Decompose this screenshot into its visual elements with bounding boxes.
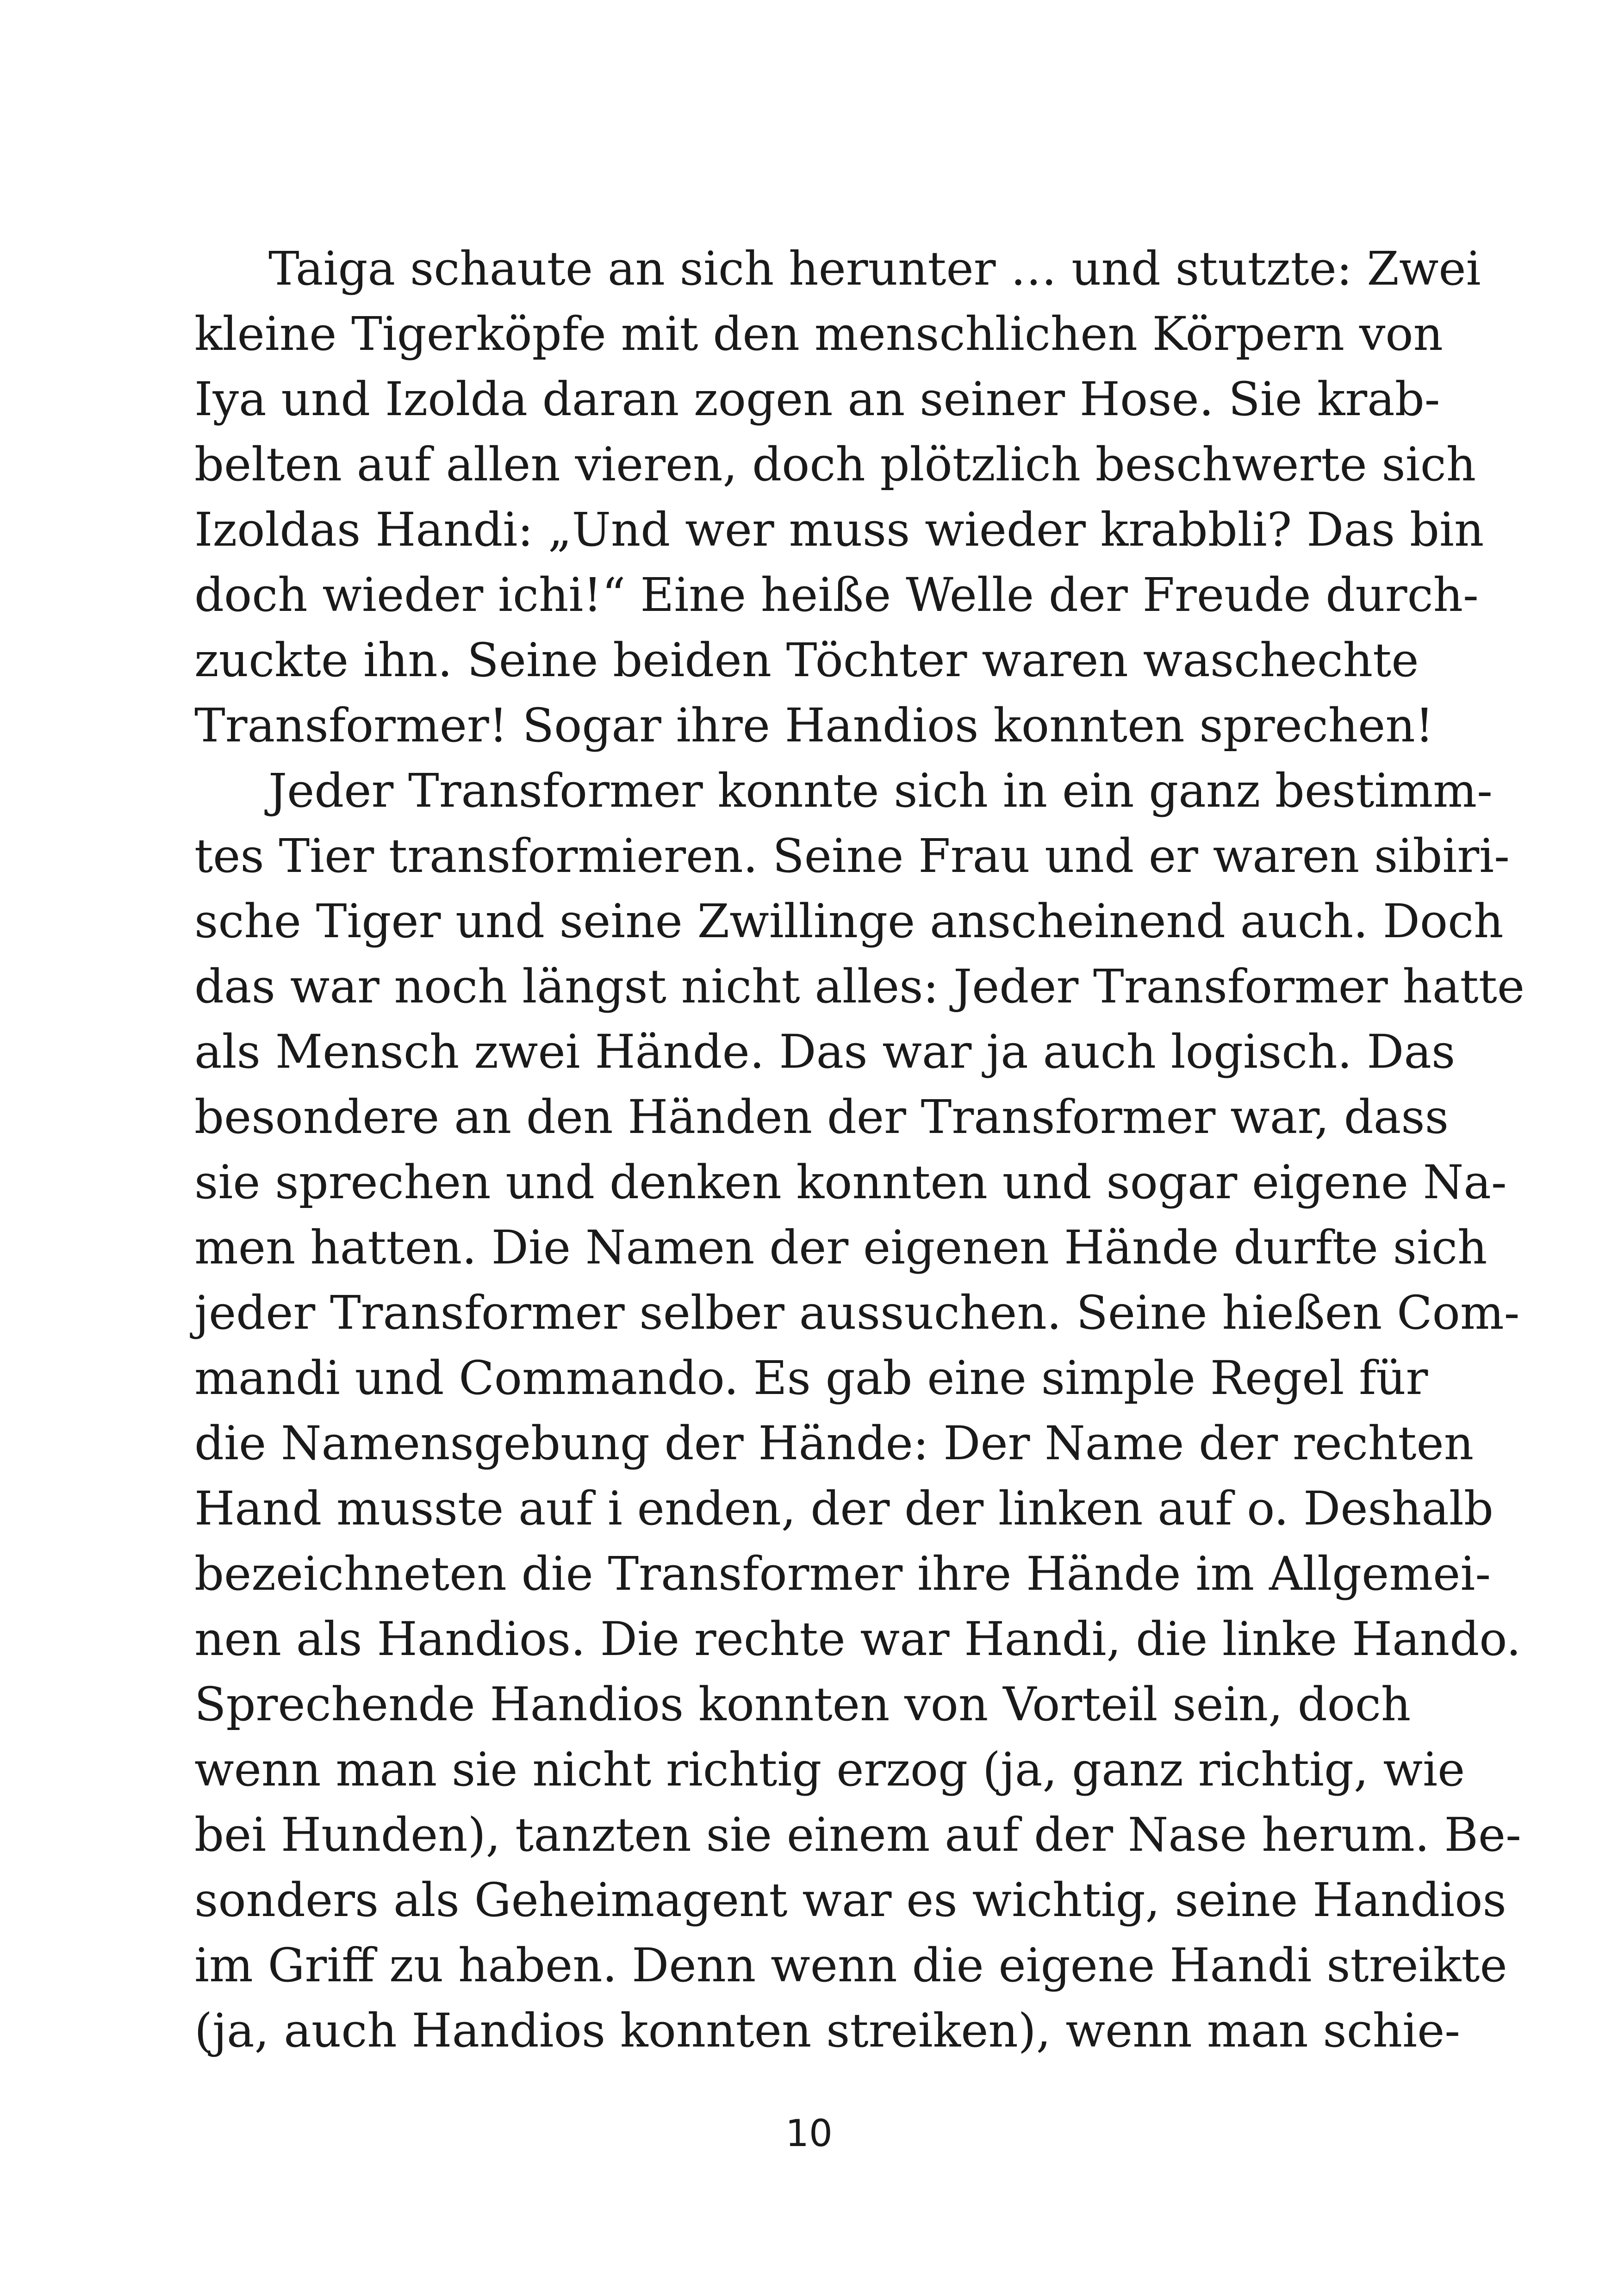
text-line: doch wieder ichi!“ Eine heiße Welle der Freude durch- [194, 568, 1479, 622]
text-line: die Namensgebung der Hände: Der Name der rechten [194, 1416, 1474, 1470]
page-number: 10 [785, 2112, 833, 2155]
body-text [194, 236, 1525, 2063]
text-line: Taiga schaute an sich herunter … und stutzte: Zwei [268, 242, 1481, 296]
text-line: im Griff zu haben. Denn wenn die eigene Handi streikte [194, 1938, 1507, 1992]
text-line: sie sprechen und denken konnten und sogar eigene Na- [194, 1155, 1507, 1209]
text-line: mandi und Commando. Es gab eine simple Regel für [194, 1351, 1428, 1405]
text-line: nen als Handios. Die rechte war Handi, die linke Hando. [194, 1612, 1521, 1666]
text-line: Transformer! Sogar ihre Handios konnten sprechen! [194, 698, 1434, 753]
text-line: besondere an den Händen der Transformer war, dass [194, 1090, 1449, 1144]
text-line: Sprechende Handios konnten von Vorteil sein, doch [194, 1677, 1411, 1731]
text-line: men hatten. Die Namen der eigenen Hände durfte sich [194, 1220, 1487, 1275]
text-line: belten auf allen vieren, doch plötzlich beschwerte sich [194, 437, 1476, 492]
text-line: zuckte ihn. Seine beiden Töchter waren waschechte [194, 633, 1419, 687]
text-line: sche Tiger und seine Zwillinge anscheinend auch. Doch [194, 894, 1504, 948]
text-line: kleine Tigerköpfe mit den menschlichen Körpern von [194, 307, 1443, 361]
text-line: bei Hunden), tanzten sie einem auf der Nase herum. Be- [194, 1808, 1521, 1862]
text-line: Hand musste auf i enden, der der linken auf o. Deshalb [194, 1481, 1494, 1536]
text-line: bezeichneten die Transformer ihre Hände im Allgemei- [194, 1547, 1491, 1601]
text-line: Jeder Transformer konnte sich in ein ganz bestimm- [268, 764, 1493, 818]
text-line: tes Tier transformieren. Seine Frau und er waren sibiri- [194, 829, 1510, 883]
text-line: als Mensch zwei Hände. Das war ja auch logisch. Das [194, 1025, 1456, 1079]
text-line: (ja, auch Handios konnten streiken), wenn man schie- [194, 2004, 1461, 2058]
text-line: wenn man sie nicht richtig erzog (ja, ganz richtig, wie [194, 1742, 1465, 1797]
text-line: das war noch längst nicht alles: Jeder Transformer hatte [194, 959, 1525, 1014]
text-line: Iya und Izolda daran zogen an seiner Hose. Sie krab- [194, 372, 1440, 426]
text-line: jeder Transformer selber aussuchen. Seine hießen Com- [194, 1286, 1520, 1340]
text-line: sonders als Geheimagent war es wichtig, seine Handios [194, 1873, 1506, 1927]
text-line: Izoldas Handi: „Und wer muss wieder krabbli? Das bin [194, 503, 1484, 557]
